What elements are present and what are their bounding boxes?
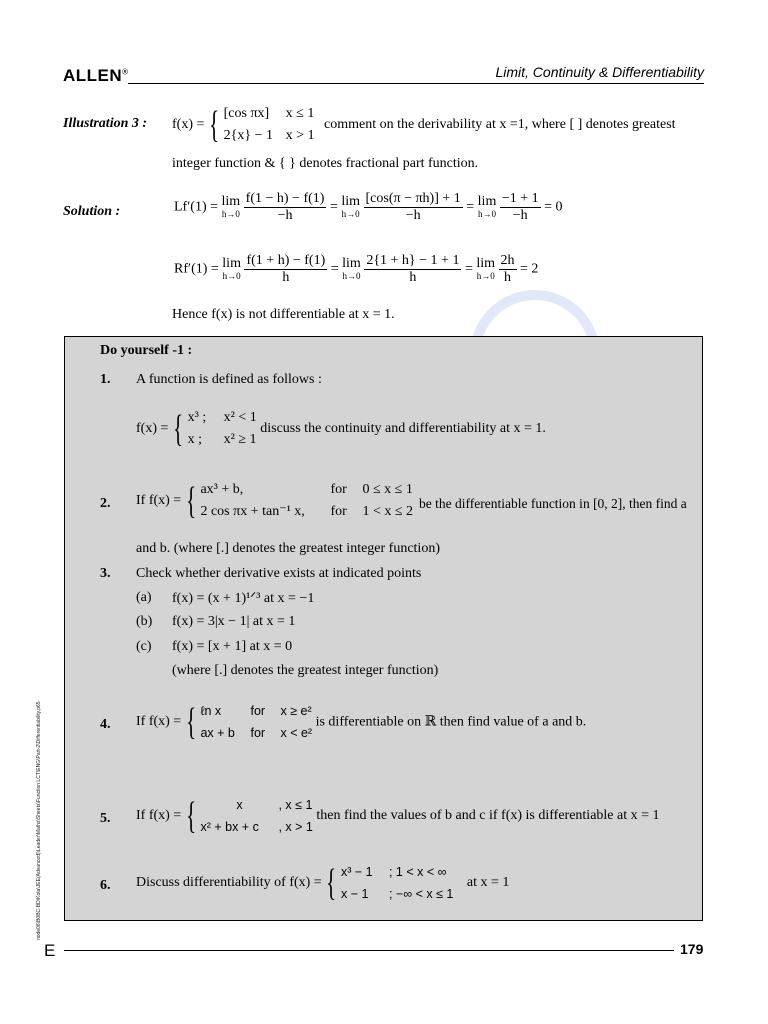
illustration-label: Illustration 3 : [63, 116, 148, 131]
do-yourself-title: Do yourself -1 : [100, 343, 193, 358]
q3-text: Check whether derivative exists at indicated points [136, 566, 422, 581]
header-rule [128, 83, 704, 84]
q2-number: 2. [100, 496, 111, 511]
q3a-label: (a) [136, 590, 152, 605]
right-derivative: Rf′(1) = lim h→0 $\frac{f(1 + h) - f(1)}{h}$ = lim h→0 $\frac{2\{1 + h\} - 1 + 1}{h}$ = lim h→0 $\frac{2h}{h}$ = 2 [174, 253, 539, 285]
left-derivative: Lf′(1) = lim h→0 $\frac{f(1 - h) - f(1)}{-h}$ = lim h→0 $\frac{[\cos(\pi - \pi h)] + 1}{-h}$ = lim h→0 $\frac{-1 + 1}{-h}$ = 0 [174, 191, 563, 223]
q4-function: If f(x) = { ℓn x for x ≥ e² ax + b for x < e² is differentiable on ℝ then find value of a and b. [136, 701, 587, 743]
q6-number: 6. [100, 878, 111, 893]
solution-label: Solution : [63, 204, 121, 219]
solution-conclusion: Hence f(x) is not differentiable at x = 1. [172, 307, 395, 322]
q2-tail: be the differentiable function in [0, 2], then find a [419, 496, 687, 511]
q3-note: (where [.] denotes the greatest integer function) [172, 663, 439, 678]
page-number: 179 [680, 941, 704, 957]
footer-letter: E [44, 941, 56, 960]
q3a-text: f(x) = (x + 1)¹ᐟ³ at x = −1 [172, 591, 315, 606]
q1-text: A function is defined as follows : [136, 372, 322, 387]
q1-number: 1. [100, 372, 111, 387]
q3c-label: (c) [136, 639, 152, 654]
illustration-comment-cont: integer function & { } denotes fractional part function. [172, 156, 479, 171]
q5-number: 5. [100, 811, 111, 826]
q2-continuation: and b. (where [.] denotes the greatest integer function) [136, 541, 440, 556]
q6-function: Discuss differentiability of f(x) = { x³ − 1 ; 1 < x < ∞ x − 1 ; −∞ < x ≤ 1 at x = 1 [136, 862, 510, 904]
q5-function: If f(x) = { x , x ≤ 1 x² + bx + c , x > 1 then find the values of b and c if f(x) is differentiable at x = 1 [136, 795, 660, 837]
chapter-title: Limit, Continuity & Differentiability [495, 64, 704, 80]
q3b-label: (b) [136, 614, 153, 629]
brand-logo: ALLEN® [63, 66, 129, 85]
q4-number: 4. [100, 717, 111, 732]
footer-rule [64, 950, 674, 951]
q1-function: f(x) = { x³ ; x² < 1 x ; x² ≥ 1 discuss the continuity and differentiability at x = 1. [136, 408, 546, 450]
q3c-text: f(x) = [x + 1] at x = 0 [172, 639, 293, 654]
q3b-text: f(x) = 3|x − 1| at x = 1 [172, 614, 296, 629]
side-file-path: node06\B0BC-BD\Kota\JEE(Advanced)\Leader\Maths\Sheets\Function LCT\ENG\Part-2\Differentiability.p65 [36, 701, 42, 940]
q2-function: If f(x) = { ax³ + b, for 0 ≤ x ≤ 1 2 cos πx + tan⁻¹ x, for 1 < x ≤ 2 [136, 480, 414, 522]
illustration-function: f(x) = { [cos πx] x ≤ 1 2{x} − 1 x > 1 [172, 104, 315, 146]
q3-number: 3. [100, 566, 111, 581]
illustration-comment: comment on the derivability at x =1, where [ ] denotes greatest [324, 117, 676, 132]
